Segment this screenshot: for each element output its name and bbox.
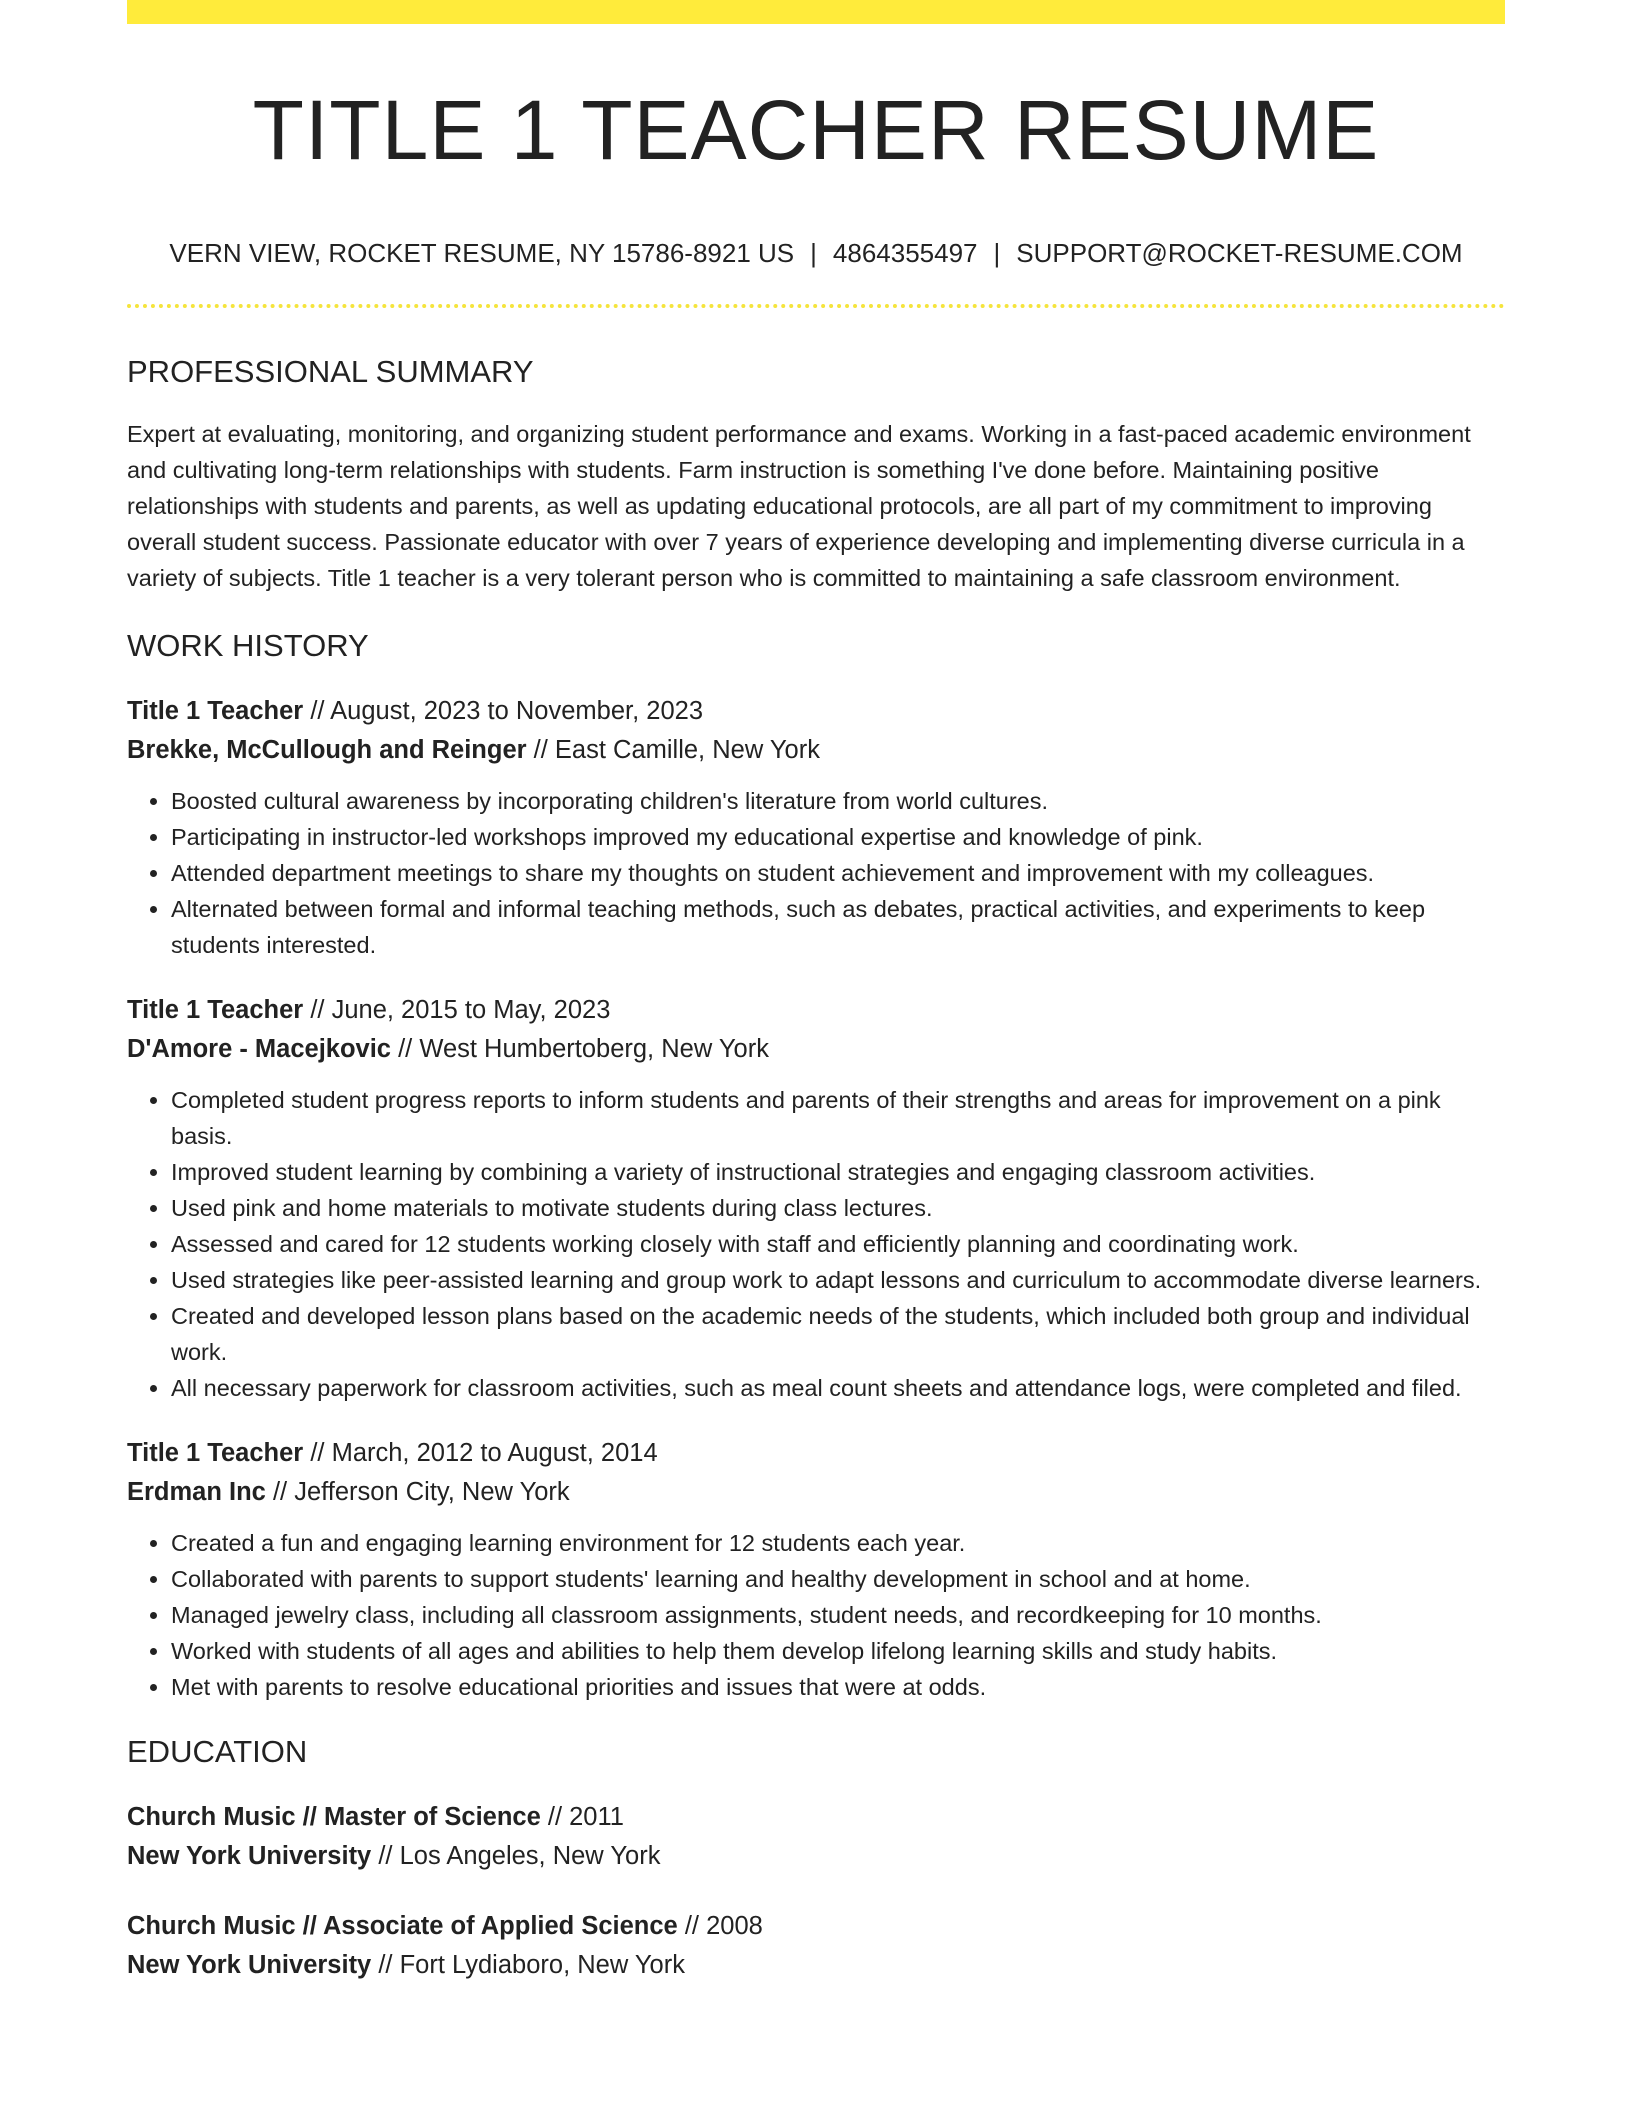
education-heading: EDUCATION xyxy=(127,1733,308,1769)
job-bullet: • Attended department meetings to share my thoughts on student achievement and improvement with my colleagues. xyxy=(171,855,1505,891)
job-bullet: • Improved student learning by combining a variety of instructional strategies and engaging classroom activities. xyxy=(171,1154,1505,1190)
education-location: // Los Angeles, New York xyxy=(378,1842,661,1871)
education-school: New York University xyxy=(127,1951,372,1980)
job-bullet: • Managed jewelry class, including all classroom assignments, student needs, and recordkeeping for 10 months. xyxy=(171,1597,1505,1633)
job-bullet: • Used pink and home materials to motivate students during class lectures. xyxy=(171,1190,1505,1226)
job-entry xyxy=(127,991,1505,1406)
job-dates: // August, 2023 to November, 2023 xyxy=(310,696,704,725)
job-employer-line xyxy=(127,1473,1505,1512)
job-bullet: • Created and developed lesson plans based on the academic needs of the students, which included both group and individual work. xyxy=(171,1298,1505,1370)
job-title-line xyxy=(127,1434,1505,1473)
job-location: // West Humbertoberg, New York xyxy=(398,1034,769,1063)
job-dates: // March, 2012 to August, 2014 xyxy=(310,1438,658,1467)
job-bullet: • Worked with students of all ages and abilities to help them develop lifelong learning skills and study habits. xyxy=(171,1633,1505,1669)
job-entry xyxy=(127,692,1505,963)
job-location: // Jefferson City, New York xyxy=(272,1477,570,1506)
job-employer-line xyxy=(127,731,1505,770)
job-location: // East Camille, New York xyxy=(533,735,820,764)
contact-line xyxy=(127,238,1505,269)
contact-separator: | xyxy=(810,238,817,269)
job-bullet: • All necessary paperwork for classroom activities, such as meal count sheets and attendance logs, were completed and filed. xyxy=(171,1370,1505,1406)
job-title-line xyxy=(127,692,1505,731)
job-title: Title 1 Teacher xyxy=(127,696,304,725)
page-title: TITLE 1 TEACHER RESUME xyxy=(252,83,1380,177)
job-bullets xyxy=(127,783,1505,963)
job-title: Title 1 Teacher xyxy=(127,1438,304,1467)
education-school-line xyxy=(127,1837,1505,1876)
work-history-heading: WORK HISTORY xyxy=(127,627,369,663)
dotted-divider xyxy=(127,304,1505,308)
education-degree-line xyxy=(127,1907,1505,1946)
summary-text: Expert at evaluating, monitoring, and organizing student performance and exams. Working in a fast-paced academic environment and cultivating long-term relationships with students. Farm instruction is something I've done before. Maintaining positive relationships with students and parents, as well as updating educational protocols, are all part of my commitment to improving overall student success. Passionate educator with over 7 years of experience developing and implementing diverse curricula in a variety of subjects. Title 1 teacher is a very tolerant person who is committed to maintaining a safe classroom environment. xyxy=(127,420,1471,591)
job-bullet: • Created a fun and engaging learning environment for 12 students each year. xyxy=(171,1525,1505,1561)
accent-bar xyxy=(127,0,1505,24)
job-bullet: • Alternated between formal and informal teaching methods, such as debates, practical activities, and experiments to keep students interested. xyxy=(171,891,1505,963)
contact-separator: | xyxy=(993,238,1001,269)
contact-email: SUPPORT@ROCKET-RESUME.COM xyxy=(1016,238,1463,269)
job-bullet: • Used strategies like peer-assisted learning and group work to adapt lessons and curriculum to accommodate diverse learners. xyxy=(171,1262,1505,1298)
contact-address: VERN VIEW, ROCKET RESUME, NY 15786-8921 US xyxy=(169,238,795,269)
job-bullets xyxy=(127,1525,1505,1705)
education-school: New York University xyxy=(127,1842,372,1871)
contact-phone: 4864355497 xyxy=(832,238,978,269)
job-employer-line xyxy=(127,1030,1505,1069)
job-bullet: • Boosted cultural awareness by incorporating children's literature from world cultures. xyxy=(171,783,1505,819)
education-entry xyxy=(127,1798,1505,1876)
job-dates: // June, 2015 to May, 2023 xyxy=(310,995,611,1024)
job-title: Title 1 Teacher xyxy=(127,995,304,1024)
education-year: // 2011 xyxy=(547,1803,624,1832)
resume-page xyxy=(127,0,1505,1985)
education-degree-line xyxy=(127,1798,1505,1837)
education-school-line xyxy=(127,1946,1505,1985)
job-employer: Brekke, McCullough and Reinger xyxy=(127,735,527,764)
summary-heading: PROFESSIONAL SUMMARY xyxy=(127,353,534,389)
job-bullet: • Met with parents to resolve educational priorities and issues that were at odds. xyxy=(171,1669,1505,1705)
education-year: // 2008 xyxy=(684,1912,763,1941)
job-employer: D'Amore - Macejkovic xyxy=(127,1034,391,1063)
job-bullet: • Collaborated with parents to support students' learning and healthy development in school and at home. xyxy=(171,1561,1505,1597)
job-bullets xyxy=(127,1082,1505,1406)
job-title-line xyxy=(127,991,1505,1030)
job-entry xyxy=(127,1434,1505,1705)
job-employer: Erdman Inc xyxy=(127,1477,266,1506)
job-bullet: • Assessed and cared for 12 students working closely with staff and efficiently planning and coordinating work. xyxy=(171,1226,1505,1262)
job-bullet: • Participating in instructor-led workshops improved my educational expertise and knowledge of pink. xyxy=(171,819,1505,855)
education-degree: Church Music // Associate of Applied Science xyxy=(127,1912,678,1941)
job-bullet: • Completed student progress reports to inform students and parents of their strengths and areas for improvement on a pink basis. xyxy=(171,1082,1505,1154)
education-degree: Church Music // Master of Science xyxy=(127,1803,541,1832)
education-location: // Fort Lydiaboro, New York xyxy=(378,1951,685,1980)
education-entry xyxy=(127,1907,1505,1985)
